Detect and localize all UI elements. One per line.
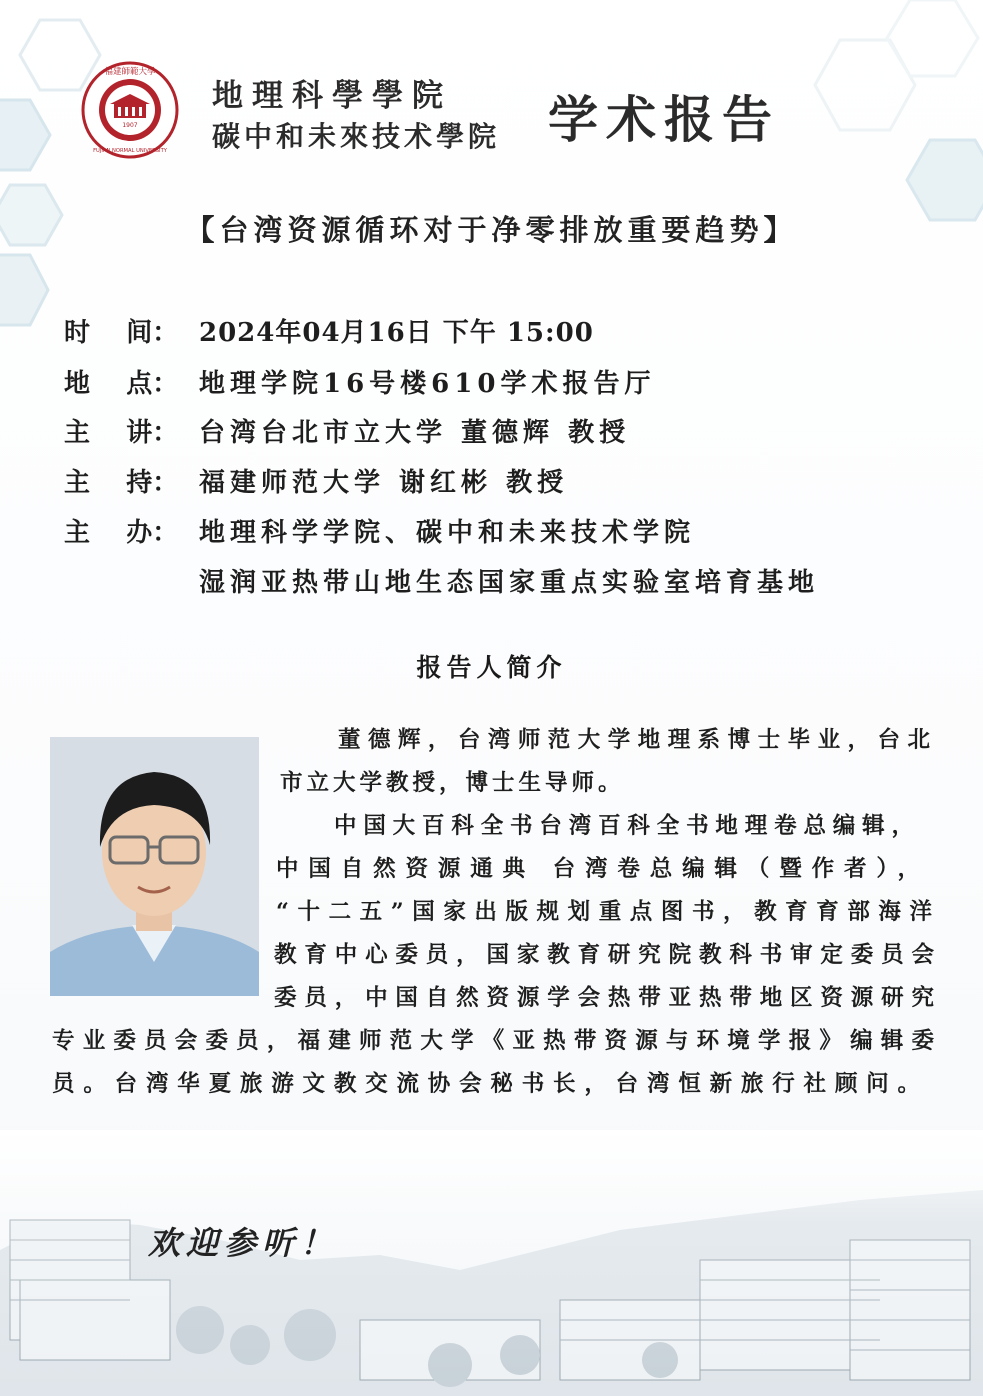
info-label: 主 办： (64, 518, 179, 548)
info-value: 福建师范大学 谢红彬 教授 (199, 468, 569, 498)
info-value: 湿润亚热带山地生态国家重点实验室培育基地 (199, 568, 820, 598)
bio-line: 专业委员会委员，福建师范大学《亚热带资源与环境学报》编辑委 (52, 1028, 934, 1054)
info-value: 地理学院16号楼610学术报告厅 (199, 369, 656, 399)
lecture-title: 【台湾资源循环对于净零排放重要趋势】 (185, 213, 798, 247)
logo-year: 1907 (122, 122, 138, 129)
bio-line: 中国自然资源通典 台湾卷总编辑（暨作者）， (276, 856, 920, 882)
info-value: 2024年04月16日 下午 15:00 (199, 318, 594, 348)
info-value: 台湾台北市立大学 董德辉 教授 (199, 418, 631, 448)
bio-line: 员。台湾华夏旅游文教交流协会秘书长，台湾恒新旅行社顾问。 (52, 1071, 920, 1097)
info-label: 时 间： (64, 318, 179, 348)
logo-ring-text: 福建師範大學 (104, 67, 156, 77)
hexagon-decoration-right (780, 0, 983, 240)
bio-line: 中国大百科全书台湾百科全书地理卷总编辑， (334, 813, 914, 839)
bio-line: 委员，中国自然资源学会热带亚热带地区资源研究 (274, 985, 934, 1011)
info-label: 主 讲： (64, 418, 179, 448)
speaker-photo (50, 737, 259, 996)
bio-line: 市立大学教授，博士生导师。 (280, 770, 625, 796)
college-name-line1: 地理科學學院 (212, 78, 452, 114)
logo-english-text: FUJIAN NORMAL UNIVERSITY (93, 148, 167, 154)
hexagon-decoration-left (0, 0, 130, 330)
info-label: 地 点： (64, 369, 179, 399)
university-logo (80, 60, 180, 160)
info-value: 地理科学学院、碳中和未来技术学院 (199, 518, 696, 548)
bio-line: 董德辉，台湾师范大学地理系博士毕业，台北 (338, 727, 930, 753)
bio-line: “十二五”国家出版规划重点图书，教育育部海洋 (276, 899, 932, 925)
info-label: 主 持： (64, 468, 179, 498)
bio-line: 教育中心委员，国家教育研究院教科书审定委员会 (274, 942, 934, 968)
report-type-title: 学术报告 (548, 90, 780, 149)
bio-heading: 报告人简介 (416, 653, 567, 682)
college-name-line2: 碳中和未來技术學院 (212, 120, 501, 153)
welcome-message: 欢迎参听！ (148, 1224, 339, 1262)
